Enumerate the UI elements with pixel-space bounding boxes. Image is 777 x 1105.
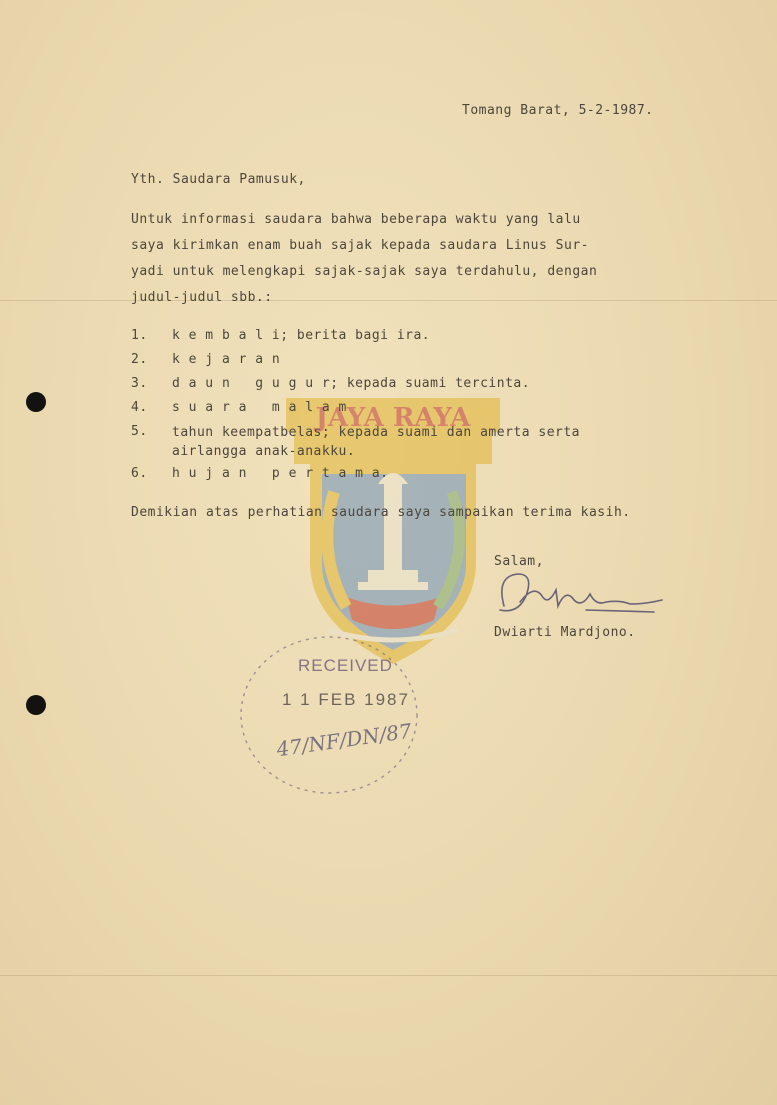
list-item-title: s u a r a m a l a m xyxy=(172,400,347,415)
stamp-date: 1 1 FEB 1987 xyxy=(282,690,410,709)
list-item-title: h u j a n p e r t a m a. xyxy=(172,466,389,481)
letter-salutation: Yth. Saudara Pamusuk, xyxy=(131,172,306,187)
list-item-number: 1. xyxy=(131,328,148,343)
list-item-number: 2. xyxy=(131,352,148,367)
received-stamp xyxy=(234,625,424,800)
list-item-number: 6. xyxy=(131,466,148,481)
letter-closing: Demikian atas perhatian saudara saya sampaikan terima kasih. xyxy=(131,505,631,520)
list-item-title: d a u n g u g u r; kepada suami tercinta. xyxy=(172,376,531,391)
handwritten-signature xyxy=(490,566,670,622)
list-item-title: k e j a r a n xyxy=(172,352,281,367)
letter-signer: Dwiarti Mardjono. xyxy=(494,625,636,640)
list-item-title: k e m b a l i; berita bagi ira. xyxy=(172,328,431,343)
stamp-received-label: RECEIVED xyxy=(298,656,393,675)
letter-greeting: Salam, xyxy=(494,554,544,569)
list-item-number: 3. xyxy=(131,376,148,391)
list-item xyxy=(131,324,431,348)
paper-fold-line xyxy=(0,975,777,976)
punch-hole xyxy=(26,392,46,412)
emblem-motto: JAYA RAYA xyxy=(315,403,471,433)
list-item xyxy=(131,462,389,486)
list-item-number: 5. xyxy=(131,424,148,439)
stamp-reference: 47/NF/DN/87 xyxy=(274,718,414,762)
list-item xyxy=(131,348,281,372)
list-item xyxy=(131,396,347,420)
list-item-title: tahun keempatbelas; kepada suami dan amerta serta airlangga anak-anakku. xyxy=(172,425,581,459)
list-item xyxy=(131,372,531,396)
punch-hole xyxy=(26,695,46,715)
letter-body: Untuk informasi saudara bahwa beberapa waktu yang lalu saya kirimkan enam buah sajak kepada saudara Linus Sur- yadi untuk melengkapi sajak-sajak saya terdahulu, dengan judul-judul sbb.: xyxy=(131,212,598,305)
list-item-number: 4. xyxy=(131,400,148,415)
list-item xyxy=(131,420,581,462)
letter-date: Tomang Barat, 5-2-1987. xyxy=(462,103,654,118)
